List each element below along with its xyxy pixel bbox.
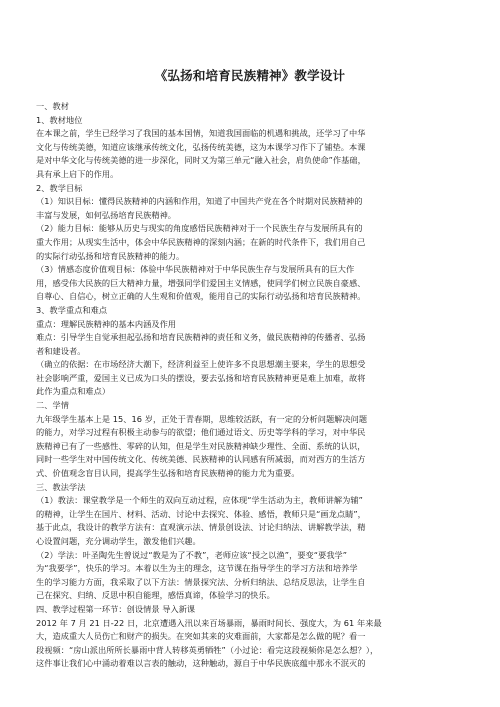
text-line: （1）知识目标：懂得民族精神的内涵和作用，知道了中国共产党在各个时期对民族精神的 bbox=[36, 196, 363, 207]
text-line: 是对中华文化与传统美德的进一步深化，同时又为第三单元“融入社会，肩负使命”作基础， bbox=[36, 155, 366, 166]
text-line: 三、教法学法 bbox=[36, 481, 86, 492]
text-line: 1、教材地位 bbox=[36, 114, 83, 125]
text-line: （确立的依据：在市场经济大潮下，经济利益至上使许多不良思想潮主要来，学生的思想受 bbox=[36, 359, 366, 370]
text-line: 用，感受伟大民族的巨大精神力量，增强同学们爱国主义情感，使同学们树立民族自豪感、 bbox=[36, 277, 366, 288]
text-line: 心设置问题，充分调动学生，激发他们兴趣。 bbox=[36, 536, 201, 546]
text-line: 重大作用；从现实生活中，体会中华民族精神的深刻内涵；在新的时代条件下，我们用自己 bbox=[36, 236, 366, 247]
text-line: 重点：理解民族精神的基本内涵及作用 bbox=[36, 318, 177, 329]
text-line: 生的学习能力方面，我采取了以下方法：情景探究法、分析归纳法、总结反思法，让学生自 bbox=[36, 576, 366, 587]
text-line: （1）教法：课堂教学是一个师生的双向互动过程，应体现“学生活动为主，教师讲解为辅” bbox=[36, 495, 363, 506]
text-line: 社会影响严重，爱国主义已成为口头的摆设，要去弘扬和培育民族精神更是难上加难，故将 bbox=[36, 372, 366, 383]
text-line: 难点：引导学生自觉承担起弘扬和培育民族精神的责任和义务，做民族精神的传播者、弘扬 bbox=[36, 332, 366, 343]
text-line: 四、教学过程第一环节：创设情景 导入新课 bbox=[36, 603, 196, 614]
text-line: 2、教学目标 bbox=[36, 182, 83, 193]
text-line: 文化与传统美德，知道应该继承传统文化，弘扬传统美德，这为本课学习作下了铺垫。本课 bbox=[36, 141, 366, 152]
text-line: 这件事让我们心中涌动着难以言表的触动，这种触动，源自于中华民族底蕴中那永不泯灭的 bbox=[36, 658, 366, 669]
text-line: 的实际行动弘扬和培育民族精神的能力。 bbox=[36, 250, 185, 261]
text-line: 此作为重点和难点） bbox=[36, 386, 111, 397]
text-line: 为“我要学”，快乐的学习。本着以生为主的理念，这节课在指导学生的学习方法和培养学 bbox=[36, 563, 358, 574]
document-title: 《弘扬和培育民族精神》教学设计 bbox=[154, 68, 346, 83]
text-line: 式、价值观念盲目认同，提高学生弘扬和培育民族精神的能力尤为重要。 bbox=[36, 468, 300, 479]
text-line: 族精神已有了一些感性、零碎的认知，但是学生对民族精神缺少理性、全面、系统的认识， bbox=[36, 440, 366, 451]
text-line: 的能力，对学习过程有积极主动参与的欲望；他们通过语文、历史等学科的学习，对中华民 bbox=[36, 427, 366, 438]
text-line: （2）能力目标：能够从历史与现实的角度感悟民族精神对于一个民族生存与发展所具有的 bbox=[36, 223, 363, 234]
text-line: 己在探究、归纳、反思中积自能理，感悟真谛，体验学习的快乐。 bbox=[36, 590, 275, 601]
text-line: （3）情感态度价值观目标：体验中华民族精神对于中华民族生存与发展所具有的巨大作 bbox=[36, 264, 355, 275]
document-body bbox=[36, 100, 464, 671]
text-line: 大，造成重大人员伤亡和财产的损失。在突如其来的灾难面前，大家都是怎么做的呢？看一 bbox=[36, 631, 366, 642]
text-line: 3、教学重点和难点 bbox=[36, 304, 108, 315]
text-line: 2012 年 7 月 21 日-22 日，北京遭遇入汛以来百场暴雨，暴雨时间长、强度大，为 61 年来最 bbox=[36, 617, 382, 628]
text-line: 丰富与发展，如何弘扬培育民族精神。 bbox=[36, 209, 177, 220]
text-line: （2）学法：叶圣陶先生曾说过“教是为了不教”，老师应该“授之以渔”，要变“要我学” bbox=[36, 549, 348, 560]
text-line: 同时一些学生对中国传统文化、传统美德、民族精神的认同感有所减弱，而对西方的生活方 bbox=[36, 454, 366, 465]
text-line: 九年级学生基本上是 15、16 岁，正处于青春期，思维较活跃，有一定的分析问题解决问题 bbox=[36, 413, 368, 424]
text-line: 基于此点，我设计的教学方法有：直观演示法、情景创设法、讨论归纳法、讲解教学法，精 bbox=[36, 522, 366, 533]
text-line: 的精神，让学生在国片、材料、活动、讨论中去探究、体验、感悟，教师只是“画龙点睛”， bbox=[36, 508, 366, 519]
text-line: 自尊心、自信心，树立正确的人生观和价值观，能用自己的实际行动弘扬和培育民族精神。 bbox=[36, 291, 366, 302]
text-line: 者和建设者。 bbox=[36, 345, 86, 356]
text-line: 一、教材 bbox=[36, 101, 69, 111]
text-line: 在本课之前，学生已经学习了我国的基本国情，知道我国面临的机遇和挑战，还学习了中华 bbox=[36, 128, 366, 139]
text-line: 具有承上启下的作用。 bbox=[36, 168, 119, 179]
text-line: 二、学情 bbox=[36, 400, 69, 411]
text-line: 段视频：“房山派出所所长暴雨中背人转移英勇牺牲”（小过论：看完这段视频你是怎么想？）， bbox=[36, 644, 379, 655]
